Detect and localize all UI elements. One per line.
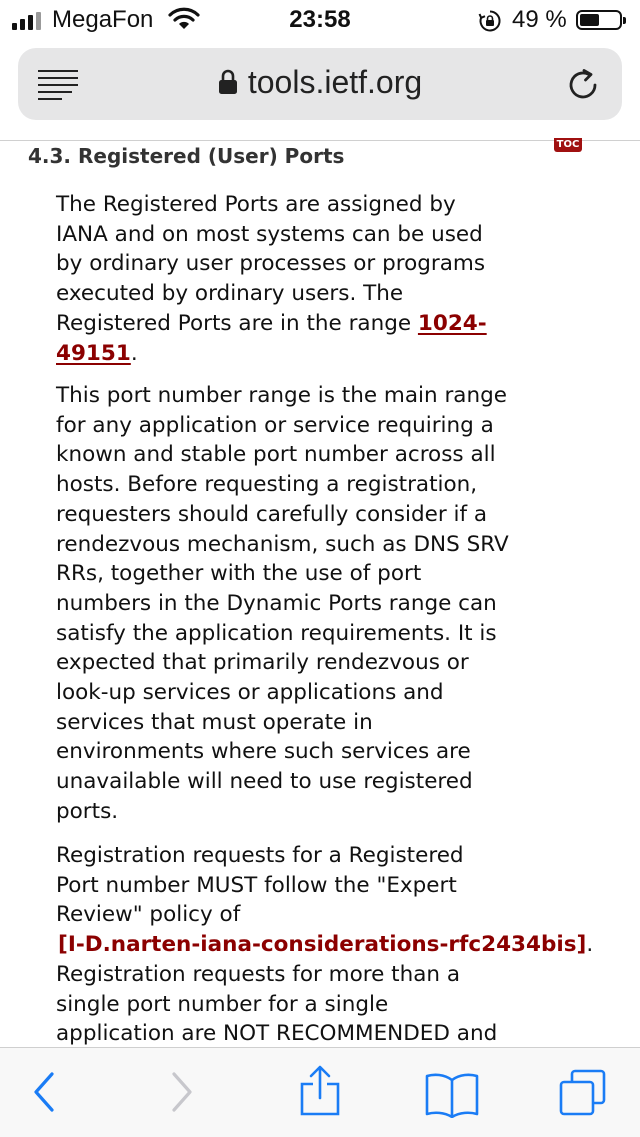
section-heading: 4.3. Registered (User) Ports	[28, 144, 345, 168]
paragraph-2	[56, 381, 616, 827]
bottom-toolbar	[0, 1047, 640, 1137]
bookmarks-icon[interactable]	[424, 1072, 480, 1118]
paragraph-line: environments where such services are	[56, 739, 471, 765]
share-icon[interactable]	[298, 1064, 342, 1118]
rotation-lock-icon	[478, 9, 502, 33]
paragraph-line: for any application or service requiring a	[56, 412, 494, 438]
paragraph-line: Registration requests for a Registered	[56, 843, 464, 868]
paragraph-line: Port number MUST follow the "Expert	[56, 872, 457, 898]
toc-link[interactable]: TOC	[554, 138, 582, 152]
paragraph-line: numbers in the Dynamic Ports range can	[56, 590, 497, 616]
paragraph-line: by ordinary user processes or programs	[56, 251, 486, 277]
paragraph-line: known and stable port number across all	[56, 442, 496, 468]
forward-icon[interactable]	[168, 1070, 196, 1114]
port-range-link-continued[interactable]: 49151	[56, 340, 131, 366]
status-time: 23:58	[289, 6, 351, 33]
paragraph-line: application are NOT RECOMMENDED and	[56, 1021, 498, 1047]
battery-percent: 49 %	[512, 6, 567, 33]
paragraph-1	[56, 190, 616, 368]
paragraph-line: The Registered Ports are assigned by	[56, 192, 456, 217]
paragraph-line: look-up services or applications and	[56, 680, 444, 706]
paragraph-line: Review" policy of	[56, 902, 241, 928]
paragraph-line: rendezvous mechanism, such as DNS SRV	[56, 531, 509, 557]
paragraph-line: Registration requests for more than a	[56, 961, 461, 987]
paragraph-line: satisfy the application requirements. It is	[56, 620, 497, 646]
carrier-name: MegaFon	[52, 6, 154, 33]
paragraph-line: hosts. Before requesting a registration,	[56, 472, 478, 498]
paragraph-line: ports.	[56, 798, 119, 824]
paragraph-line: expected that primarily rendezvous or	[56, 650, 469, 676]
battery-icon	[576, 10, 622, 30]
padlock-icon	[218, 69, 238, 95]
paragraph-line: single port number for a single	[56, 991, 389, 1017]
line-text: .	[586, 932, 594, 958]
url-text: tools.ietf.org	[247, 64, 423, 100]
line-text: .	[130, 340, 138, 366]
paragraph-3	[56, 841, 616, 1049]
line-text: Registered Ports are in the range	[56, 310, 418, 336]
paragraph-line	[58, 930, 616, 960]
address-bar[interactable]	[18, 48, 622, 120]
header-divider	[0, 140, 640, 141]
paragraph-line: unavailable will need to use registered	[56, 769, 473, 795]
paragraph-line: services that must operate in	[56, 709, 373, 735]
url-display[interactable]	[18, 64, 622, 101]
port-range-link[interactable]: 1024-	[417, 310, 487, 336]
back-icon[interactable]	[30, 1070, 58, 1114]
tabs-icon[interactable]	[558, 1068, 608, 1118]
reload-icon[interactable]	[566, 68, 600, 102]
paragraph-line	[56, 339, 616, 369]
paragraph-line: This port number range is the main range	[56, 383, 507, 408]
paragraph-line: IANA and on most systems can be used	[56, 221, 483, 247]
status-bar	[0, 0, 640, 40]
paragraph-line	[56, 309, 616, 339]
paragraph-line: RRs, together with the use of port	[56, 561, 422, 587]
reference-link[interactable]: [I-D.narten-iana-considerations-rfc2434bis]	[58, 932, 587, 958]
paragraph-line: executed by ordinary users. The	[56, 281, 404, 307]
paragraph-line: requesters should carefully consider if a	[56, 501, 488, 527]
